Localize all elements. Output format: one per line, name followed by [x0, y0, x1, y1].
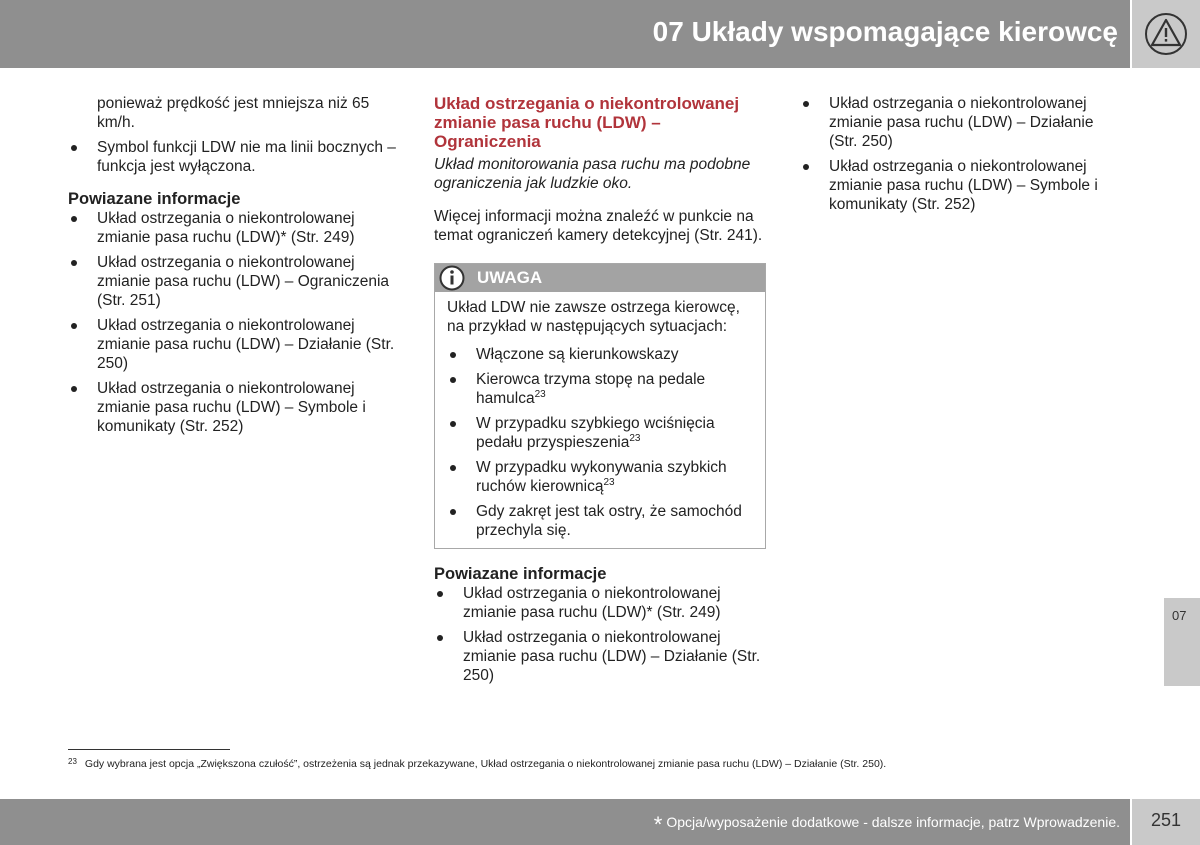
footnote — [68, 755, 886, 771]
bullet-list — [68, 138, 403, 176]
footnote-text: Gdy wybrana jest opcja „Zwiększona czułość”, ostrzeżenia są jednak przekazywane, Układ ostrzegania o niekontrolowanej zmianie pasa ruchu (LDW) – Działanie (Str. 250). — [84, 758, 887, 770]
info-icon — [439, 265, 465, 291]
chapter-title: 07 Układy wspomagające kierowcę — [652, 16, 1118, 47]
related-links — [434, 584, 769, 685]
list-item: Symbol funkcji LDW nie ma linii bocznych – funkcja jest wyłączona. — [68, 138, 403, 176]
list-item: Włączone są kierunkowskazy — [447, 345, 753, 364]
related-link[interactable]: Układ ostrzegania o niekontrolowanej zmianie pasa ruchu (LDW) – Symbole i komunikaty (Str. 252) — [800, 157, 1120, 214]
footnote-ref: 23 — [534, 389, 546, 400]
footnote-ref: 23 — [603, 477, 615, 488]
related-link[interactable]: Układ ostrzegania o niekontrolowanej zmianie pasa ruchu (LDW)* (Str. 249) — [434, 584, 769, 622]
chapter-icon-box — [1132, 0, 1200, 68]
warning-box — [434, 263, 766, 549]
section-title: Układ ostrzegania o niekontrolowanej zmianie pasa ruchu (LDW) – Ograniczenia — [434, 94, 740, 151]
column-1 — [68, 94, 403, 442]
related-heading: Powiazane informacje — [434, 565, 607, 583]
footer-note — [653, 812, 1120, 837]
page-number-box — [1132, 799, 1200, 845]
asterisk: * — [653, 812, 663, 837]
related-heading: Powiazane informacje — [68, 190, 241, 208]
warning-triangle-icon — [1144, 12, 1188, 56]
footnote-ref: 23 — [629, 433, 641, 444]
related-link[interactable]: Układ ostrzegania o niekontrolowanej zmianie pasa ruchu (LDW) – Ograniczenia (Str. 251) — [68, 253, 403, 310]
list-item: Kierowca trzyma stopę na pedale hamulca$^{23}$ — [447, 370, 753, 408]
chapter-header — [0, 0, 1130, 68]
page-number: 251 — [1150, 810, 1182, 830]
footer-note-text: Opcja/wyposażenie dodatkowe - dalsze informacje, patrz Wprowadzenie. — [666, 814, 1120, 830]
footnote-number: 23 — [68, 757, 77, 766]
list-item: W przypadku wykonywania szybkich ruchów kierownicą$^{23}$ — [447, 458, 753, 496]
column-3 — [800, 94, 1120, 220]
related-link[interactable]: Układ ostrzegania o niekontrolowanej zmianie pasa ruchu (LDW) – Działanie (Str. 250) — [434, 628, 769, 685]
related-links — [68, 209, 403, 436]
chapter-tab[interactable] — [1164, 598, 1200, 686]
list-item: W przypadku szybkiego wciśnięcia pedału przyspieszenia$^{23}$ — [447, 414, 753, 452]
list-item: Gdy zakręt jest tak ostry, że samochód przechyla się. — [447, 502, 753, 540]
column-2 — [434, 94, 769, 691]
page-footer — [0, 799, 1130, 845]
body-paragraph: Więcej informacji można znaleźć w punkcie na temat ograniczeń kamery detekcyjnej (Str. 241). — [434, 208, 763, 244]
warning-body — [435, 292, 765, 548]
related-link[interactable]: Układ ostrzegania o niekontrolowanej zmianie pasa ruchu (LDW) – Działanie (Str. 250) — [68, 316, 403, 373]
related-link[interactable]: Układ ostrzegania o niekontrolowanej zmianie pasa ruchu (LDW) – Symbole i komunikaty (Str. 252) — [68, 379, 403, 436]
continuation-text: ponieważ prędkość jest mniejsza niż 65 km/h. — [97, 95, 370, 131]
related-link[interactable]: Układ ostrzegania o niekontrolowanej zmianie pasa ruchu (LDW) – Działanie (Str. 250) — [800, 94, 1120, 151]
chapter-tab-label: 07 — [1172, 608, 1187, 623]
footnote-divider — [68, 749, 230, 750]
related-links — [800, 94, 1120, 214]
related-link[interactable]: Układ ostrzegania o niekontrolowanej zmianie pasa ruchu (LDW)* (Str. 249) — [68, 209, 403, 247]
section-intro: Układ monitorowania pasa ruchu ma podobne ograniczenia jak ludzkie oko. — [434, 156, 751, 192]
warning-text: Układ LDW nie zawsze ostrzega kierowcę, na przykład w następujących sytuacjach: — [447, 299, 740, 335]
warning-label: UWAGA — [477, 268, 543, 287]
warning-header — [435, 264, 765, 292]
warning-list — [447, 345, 753, 540]
